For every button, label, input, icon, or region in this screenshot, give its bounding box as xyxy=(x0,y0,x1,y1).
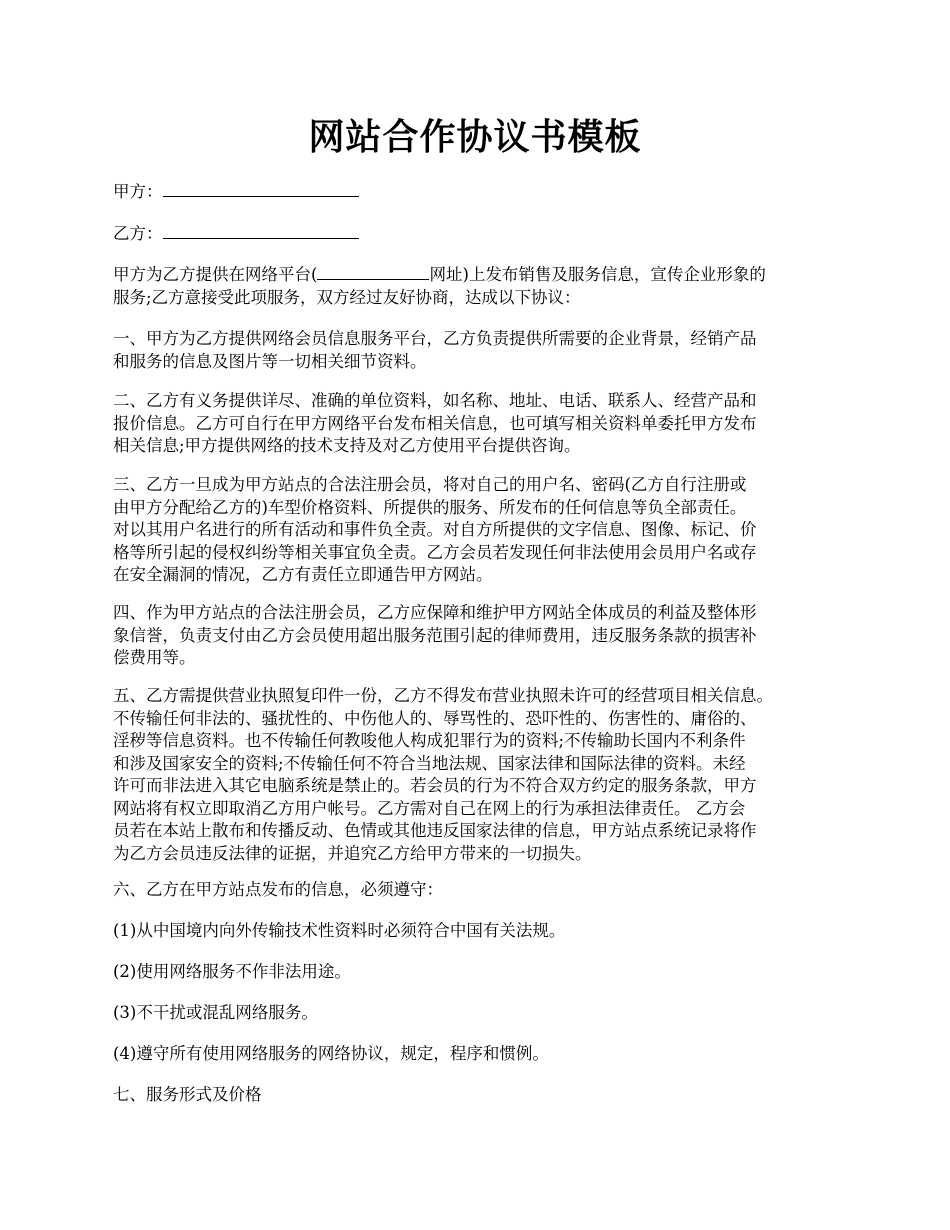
party-b-blank xyxy=(163,223,359,239)
section-7-heading: 七、服务形式及价格 xyxy=(113,1085,262,1104)
section-4 xyxy=(113,602,853,670)
section-6-heading: 六、乙方在甲方站点发布的信息，必须遵守： xyxy=(113,880,443,899)
section-2-line: 相关信息;甲方提供网络的技术支持及对乙方使用平台提供咨询。 xyxy=(113,436,581,455)
section-3-line: 对以其用户名进行的所有活动和事件负全责。对自方所提供的文字信息、图像、标记、价 xyxy=(113,520,757,539)
section-6-item-1: (1)从中国境内向外传输技术性资料时必须符合中国有关法规。 xyxy=(113,921,566,940)
section-5-line: 为乙方会员违反法律的证据，并追究乙方给甲方带来的一切损失。 xyxy=(113,843,592,863)
party-a-blank xyxy=(163,181,359,197)
section-1-line: 和服务的信息及图片等一切相关细节资料。 xyxy=(113,351,427,371)
section-2-line: 报价信息。乙方可自行在甲方网络平台发布相关信息，也可填写相关资料单委托甲方发布 xyxy=(113,413,757,433)
section-5-line: 和涉及国家安全的资料;不传输任何不符合当地法规、国家法律和国际法律的资料。未经 xyxy=(113,753,746,773)
section-5-line: 五、乙方需提供营业执照复印件一份，乙方不得发布营业执照未许可的经营项目相关信息。 xyxy=(113,686,773,705)
party-b-line xyxy=(113,223,853,246)
party-a-line xyxy=(113,181,853,204)
section-4-line: 象信誉，负责支付由乙方会员使用超出服务范围引起的律师费用，违反服务条款的损害补 xyxy=(113,625,757,645)
section-4-line: 四、作为甲方站点的合法注册会员，乙方应保障和维护甲方网站全体成员的利益及整体形 xyxy=(113,603,757,622)
intro-text-before: 甲方为乙方提供在网络平台( xyxy=(113,265,318,284)
section-4-line: 偿费用等。 xyxy=(113,648,196,667)
section-6-item-4: (4)遵守所有使用网络服务的网络协议，规定，程序和惯例。 xyxy=(113,1044,549,1063)
section-5-line: 许可而非法进入其它电脑系统是禁止的。若会员的行为不符合双方约定的服务条款，甲方 xyxy=(113,776,757,795)
intro-line-2: 服务;乙方意接受此项服务，双方经过友好协商，达成以下协议： xyxy=(113,287,581,307)
intro-text-after: 网址)上发布销售及服务信息，宣传企业形象的 xyxy=(429,265,766,284)
section-3-line: 格等所引起的侵权纠纷等相关事宜负全责。乙方会员若发现任何非法使用会员用户名或存 xyxy=(113,542,757,562)
section-1 xyxy=(113,328,853,373)
section-5 xyxy=(113,685,853,865)
section-6-item-2: (2)使用网络服务不作非法用途。 xyxy=(113,962,351,981)
party-a-label: 甲方： xyxy=(113,182,163,201)
section-2-line: 二、乙方有义务提供详尽、准确的单位资料，如名称、地址、电话、联系人、经营产品和 xyxy=(113,391,757,410)
section-3 xyxy=(113,474,853,587)
section-5-line: 员若在本站上散布和传播反动、色情或其他违反国家法律的信息，甲方站点系统记录将作 xyxy=(113,821,757,840)
section-3-line: 在安全漏洞的情况，乙方有责任立即通告甲方网站。 xyxy=(113,565,493,584)
section-1-line: 一、甲方为乙方提供网络会员信息服务平台，乙方负责提供所需要的企业背景，经销产品 xyxy=(113,329,757,348)
section-3-line: 三、乙方一旦成为甲方站点的合法注册会员，将对自己的用户名、密码(乙方自行注册或 xyxy=(113,475,747,494)
section-6-item-3: (3)不干扰或混乱网络服务。 xyxy=(113,1003,318,1022)
website-blank xyxy=(317,264,429,280)
section-5-line: 网站将有权立即取消乙方用户帐号。乙方需对自己在网上的行为承担法律责任。 乙方会 xyxy=(113,798,746,818)
section-3-line: 由甲方分配给乙方的)车型价格资料、所提供的服务、所发布的任何信息等负全部责任。 xyxy=(113,497,747,517)
section-5-line: 淫秽等信息资料。也不传输任何教唆他人构成犯罪行为的资料;不传输助长国内不利条件 xyxy=(113,731,746,750)
party-b-label: 乙方： xyxy=(113,224,163,243)
intro-line-1 xyxy=(113,264,853,287)
section-5-line: 不传输任何非法的、骚扰性的、中伤他人的、辱骂性的、恐吓性的、伤害性的、庸俗的、 xyxy=(113,708,757,728)
intro-paragraph xyxy=(113,264,853,309)
section-2 xyxy=(113,390,853,458)
document-title: 网站合作协议书模板 xyxy=(308,116,642,158)
